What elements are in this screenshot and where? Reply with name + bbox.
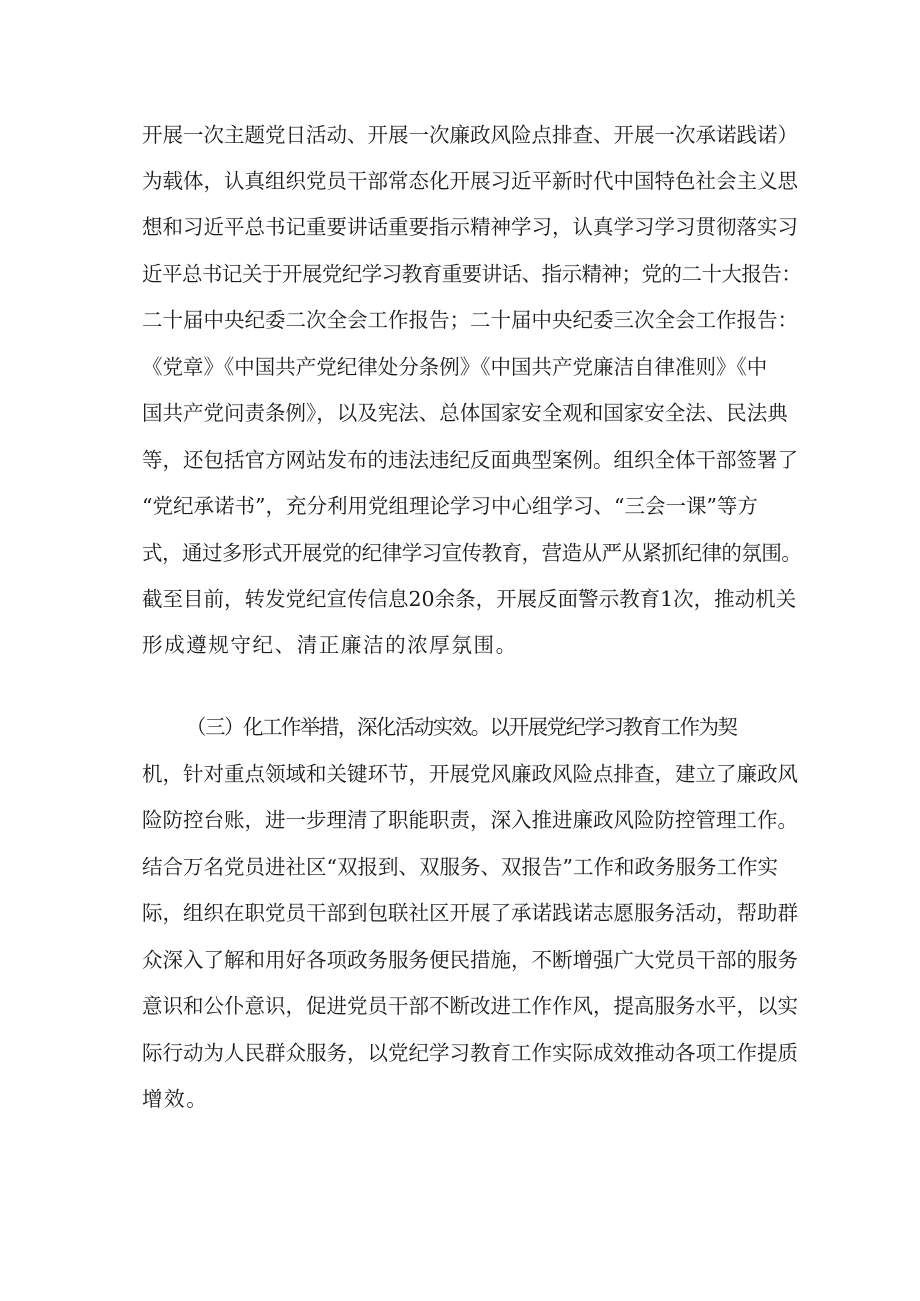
text-line: 际行动为人民群众服务，以党纪学习教育工作实际成效推动各项工作提质 xyxy=(142,1041,798,1065)
text-line: 《党章》《中国共产党纪律处分条例》《中国共产党廉洁自律准则》《中 xyxy=(142,355,768,379)
text-line: 等，还包括官方网站发布的违法违纪反面典型案例。组织全体干部签署了 xyxy=(142,448,798,472)
text-line: 想和习近平总书记重要讲话重要指示精神学习，认真学习学习贯彻落实习 xyxy=(142,215,798,239)
text-line: 意识和公仆意识，促进党员干部不断改进工作作风，提高服务水平，以实 xyxy=(142,994,798,1018)
text-line: 众深入了解和用好各项政务服务便民措施，不断增强广大党员干部的服务 xyxy=(142,948,798,972)
text-line: 开展一次主题党日活动、开展一次廉政风险点排查、开展一次承诺践诺） xyxy=(142,123,798,147)
text-line: 近平总书记关于开展党纪学习教育重要讲话、指示精神；党的二十大报告： xyxy=(142,262,802,286)
text-line: 险防控台账，进一步理清了职能职责，深入推进廉政风险防控管理工作。 xyxy=(142,808,798,832)
text-line: 二十届中央纪委二次全会工作报告；二十届中央纪委三次全会工作报告： xyxy=(142,308,798,332)
text-line: 机，针对重点领域和关键环节，开展党风廉政风险点排查，建立了廉政风 xyxy=(142,762,798,786)
text-line: 式，通过多形式开展党的纪律学习宣传教育，营造从严从紧抓纪律的氛围。 xyxy=(142,541,802,565)
text-line: 际，组织在职党员干部到包联社区开展了承诺践诺志愿服务活动，帮助群 xyxy=(142,901,798,925)
text-line: 为载体，认真组织党员干部常态化开展习近平新时代中国特色社会主义思 xyxy=(142,169,798,193)
text-line: 国共产党问责条例》，以及宪法、总体国家安全观和国家安全法、民法典 xyxy=(142,401,788,425)
text-line: 增效。 xyxy=(142,1087,209,1111)
text-line: （三）化工作举措，深化活动实效。以开展党纪学习教育工作为契 xyxy=(186,715,737,739)
text-line: 截至目前，转发党纪宣传信息20余条，开展反面警示教育1次，推动机关 xyxy=(142,587,797,611)
text-line: “党纪承诺书”，充分利用党组理论学习中心组学习、“三会一课”等方 xyxy=(142,494,758,518)
text-line: 形成遵规守纪、清正廉洁的浓厚氛围。 xyxy=(142,633,518,657)
text-line: 结合万名党员进社区“双报到、双服务、双报告”工作和政务服务工作实 xyxy=(142,855,778,879)
